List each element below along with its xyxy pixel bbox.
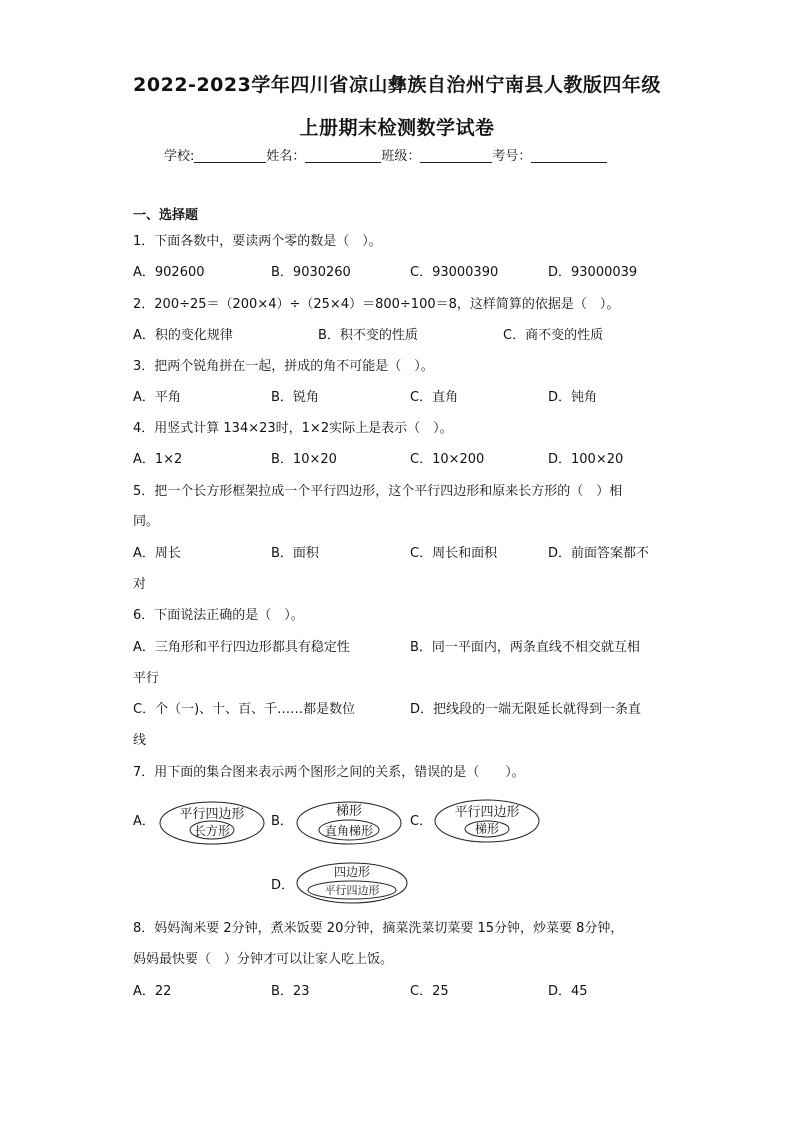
question-3-stem: 3．把两个锐角拼在一起，拼成的角不可能是（ ）。: [133, 359, 434, 374]
title-line-1: 2022-2023学年四川省凉山彝族自治州宁南县人教版四年级: [133, 74, 661, 96]
q5-option-b: B．面积: [271, 546, 319, 561]
q5-option-c: C．周长和面积: [410, 546, 498, 561]
q4-option-c: C．10×200: [410, 452, 485, 467]
name-label: 姓名：: [266, 149, 306, 164]
q7-venn-c-outer-text: 平行四边形: [454, 805, 520, 820]
school-label: 学校:: [164, 149, 195, 164]
section-heading: 一、选择题: [133, 208, 199, 223]
q7-venn-d-inner-text: 平行四边形: [324, 884, 380, 897]
question-6-stem: 6．下面说法正确的是（ ）。: [133, 608, 304, 623]
q6-option-c: C．个（一)、十、百、千……都是数位: [133, 702, 356, 717]
question-8-stem-line-2: 妈妈最快要（ ）分钟才可以让家人吃上饭。: [133, 952, 394, 967]
q7-venn-a-inner-text: 长方形: [193, 824, 231, 838]
q2-option-c: C．商不变的性质: [503, 328, 604, 343]
q6-option-b-wrap: 平行: [133, 671, 160, 686]
q2-option-a: A．积的变化规律: [133, 328, 233, 343]
question-2-stem: 2．200÷25＝（200×4）÷（25×4）＝800÷100＝8，这样简算的依据是（ ）。: [133, 297, 620, 312]
question-5-stem-line-2: 同。: [133, 514, 160, 529]
q8-option-b: B．23: [271, 984, 310, 999]
q7-label-b: B．: [271, 814, 293, 829]
q7-venn-c: [433, 798, 541, 844]
q3-option-c: C．直角: [410, 390, 459, 405]
q1-option-d: D．93000039: [548, 265, 638, 280]
q7-venn-b: [295, 800, 403, 846]
q5-option-d-wrap: 对: [133, 577, 147, 592]
q8-option-d: D．45: [548, 984, 588, 999]
q1-option-c: C．93000390: [410, 265, 499, 280]
q4-option-b: B．10×20: [271, 452, 337, 467]
q5-option-a: A．周长: [133, 546, 181, 561]
q8-option-c: C．25: [410, 984, 449, 999]
question-1-stem: 1．下面各数中，要读两个零的数是（ ）。: [133, 234, 382, 249]
q1-option-b: B．9030260: [271, 265, 351, 280]
q3-option-b: B．锐角: [271, 390, 319, 405]
name-blank[interactable]: [305, 148, 381, 163]
q1-option-a: A．902600: [133, 265, 205, 280]
q7-venn-b-outer-text: 梯形: [335, 804, 363, 819]
student-info-row: [164, 145, 607, 164]
question-5-stem-line-1: 5．把一个长方形框架拉成一个平行四边形，这个平行四边形和原来长方形的（ ）相: [133, 484, 623, 499]
q4-option-d: D．100×20: [548, 452, 624, 467]
class-blank[interactable]: [420, 148, 492, 163]
q7-label-c: C．: [410, 814, 433, 829]
exam-no-label: 考号：: [492, 149, 532, 164]
q8-option-a: A．22: [133, 984, 172, 999]
q2-option-b: B．积不变的性质: [318, 328, 418, 343]
q4-option-a: A．1×2: [133, 452, 183, 467]
question-7-stem: 7．用下面的集合图来表示两个图形之间的关系，错误的是（ ）。: [133, 765, 525, 780]
q5-option-d: D．前面答案都不: [548, 546, 650, 561]
question-8-stem-line-1: 8．妈妈淘米要 2分钟，煮米饭要 20分钟，摘菜洗菜切菜要 15分钟，炒菜要 8分钟，: [133, 921, 624, 936]
q6-option-d-wrap: 线: [133, 733, 147, 748]
q7-label-a: A．: [133, 814, 155, 829]
q7-label-d: D．: [271, 878, 295, 893]
q6-option-a: A．三角形和平行四边形都具有稳定性: [133, 640, 350, 655]
q7-venn-b-inner-text: 直角梯形: [324, 824, 374, 838]
q7-venn-d-outer-text: 四边形: [333, 865, 371, 879]
question-4-stem: 4．用竖式计算 134×23时，1×2实际上是表示（ ）。: [133, 421, 453, 436]
q7-venn-d: [295, 861, 409, 905]
exam-no-blank[interactable]: [531, 148, 607, 163]
q6-option-b: B．同一平面内，两条直线不相交就互相: [410, 640, 640, 655]
q7-venn-c-inner-text: 梯形: [474, 822, 500, 836]
class-label: 班级：: [381, 149, 421, 164]
q7-venn-a-outer-text: 平行四边形: [179, 807, 245, 822]
q3-option-d: D．钝角: [548, 390, 598, 405]
school-blank[interactable]: [194, 148, 266, 163]
title-line-2: 上册期末检测数学试卷: [299, 117, 495, 139]
q7-venn-a: [158, 800, 266, 846]
q3-option-a: A．平角: [133, 390, 181, 405]
q6-option-d: D．把线段的一端无限延长就得到一条直: [410, 702, 642, 717]
